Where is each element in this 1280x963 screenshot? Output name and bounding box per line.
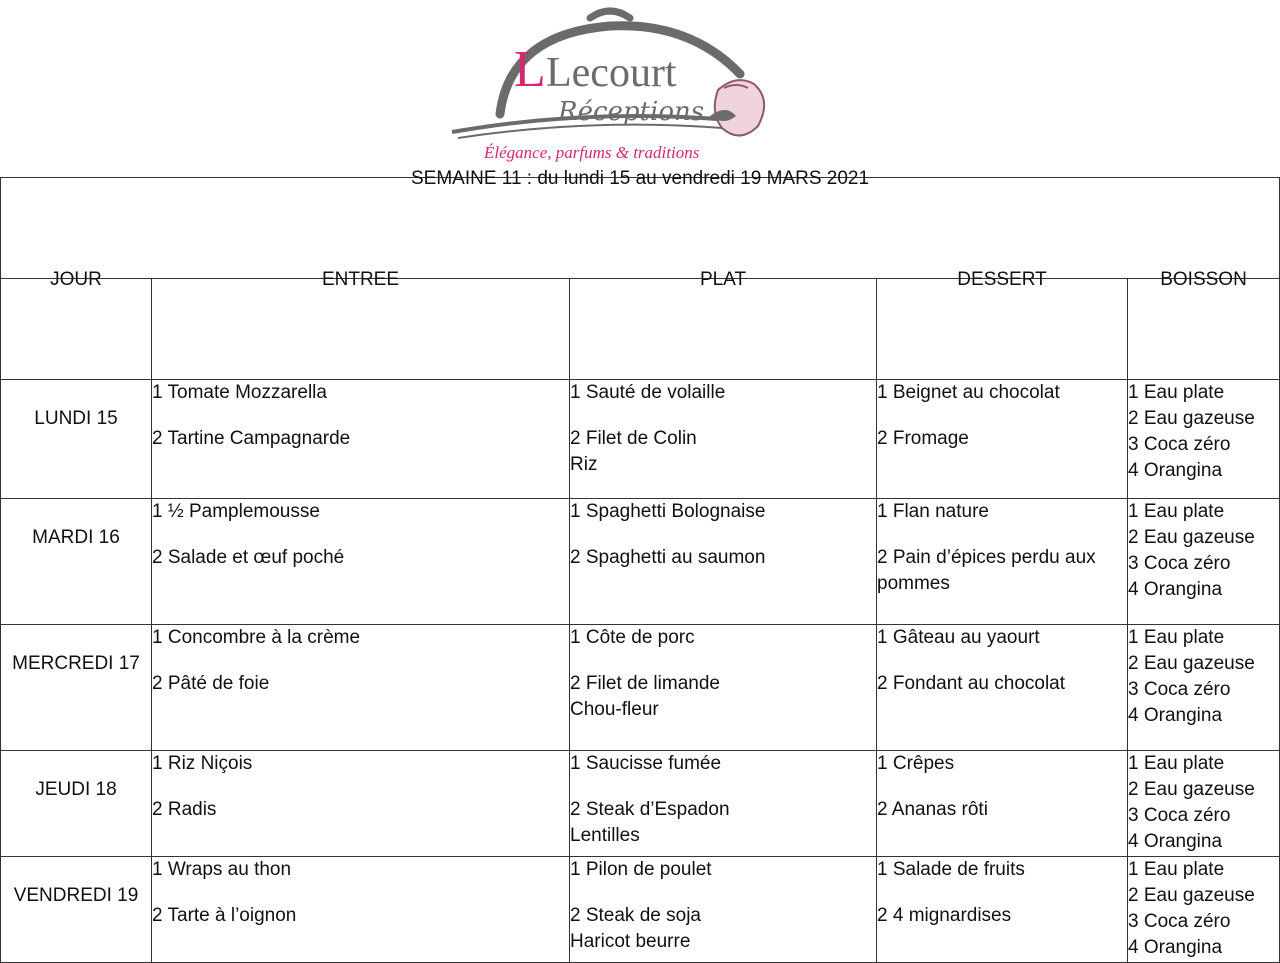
dessert-cell: 1 Flan nature 2 Pain d’épices perdu aux pommes [877,499,1128,625]
dessert-cell: 1 Crêpes 2 Ananas rôti [877,751,1128,857]
plat-cell: 1 Pilon de poulet 2 Steak de soja Haricot beurre [570,857,877,963]
boisson-cell: 1 Eau plate 2 Eau gazeuse 3 Coca zéro 4 Orangina [1128,857,1280,963]
plat-cell: 1 Spaghetti Bolognaise 2 Spaghetti au saumon [570,499,877,625]
header-boisson: BOISSON [1128,279,1280,380]
boisson-cell: 1 Eau plate 2 Eau gazeuse 3 Coca zéro 4 Orangina [1128,380,1280,499]
company-logo [440,4,780,170]
dessert-cell: 1 Gâteau au yaourt 2 Fondant au chocolat [877,625,1128,751]
day-cell: JEUDI 18 [1,751,152,857]
boisson-cell: 1 Eau plate 2 Eau gazeuse 3 Coca zéro 4 Orangina [1128,499,1280,625]
table-row [1,857,1280,963]
header-jour: JOUR [1,279,152,380]
table-row [1,751,1280,857]
table-row [1,380,1280,499]
plat-cell: 1 Côte de porc 2 Filet de limande Chou-fleur [570,625,877,751]
boisson-cell: 1 Eau plate 2 Eau gazeuse 3 Coca zéro 4 Orangina [1128,625,1280,751]
entree-cell: 1 Concombre à la crème 2 Pâté de foie [152,625,570,751]
entree-cell: 1 Tomate Mozzarella 2 Tartine Campagnarde [152,380,570,499]
weekly-menu-table [0,168,1280,963]
cloche-logo-graphic [440,4,780,170]
header-dessert: DESSERT [877,279,1128,380]
table-row [1,625,1280,751]
entree-cell: 1 ½ Pamplemousse 2 Salade et œuf poché [152,499,570,625]
plat-cell: 1 Sauté de volaille 2 Filet de Colin Riz [570,380,877,499]
logo-tagline: Élégance, parfums & traditions [484,143,700,162]
day-cell: VENDREDI 19 [1,857,152,963]
day-cell: MERCREDI 17 [1,625,152,751]
day-cell: MARDI 16 [1,499,152,625]
day-cell: LUNDI 15 [1,380,152,499]
week-title: SEMAINE 11 : du lundi 15 au vendredi 19 MARS 2021 [411,168,870,189]
table-row [1,499,1280,625]
dessert-cell: 1 Salade de fruits 2 4 mignardises [877,857,1128,963]
dessert-cell: 1 Beignet au chocolat 2 Fromage [877,380,1128,499]
header-plat: PLAT [570,279,877,380]
header-row [1,279,1280,380]
header-entree: ENTREE [152,279,570,380]
title-row [1,178,1280,279]
title-cell [1,168,1280,279]
entree-cell: 1 Riz Niçois 2 Radis [152,751,570,857]
logo-initial: L [514,41,546,98]
entree-cell: 1 Wraps au thon 2 Tarte à l’oignon [152,857,570,963]
boisson-cell: 1 Eau plate 2 Eau gazeuse 3 Coca zéro 4 Orangina [1128,751,1280,857]
logo-script: Réceptions [558,97,705,127]
plat-cell: 1 Saucisse fumée 2 Steak d’Espadon Lentilles [570,751,877,857]
logo-name: Lecourt [546,50,677,96]
